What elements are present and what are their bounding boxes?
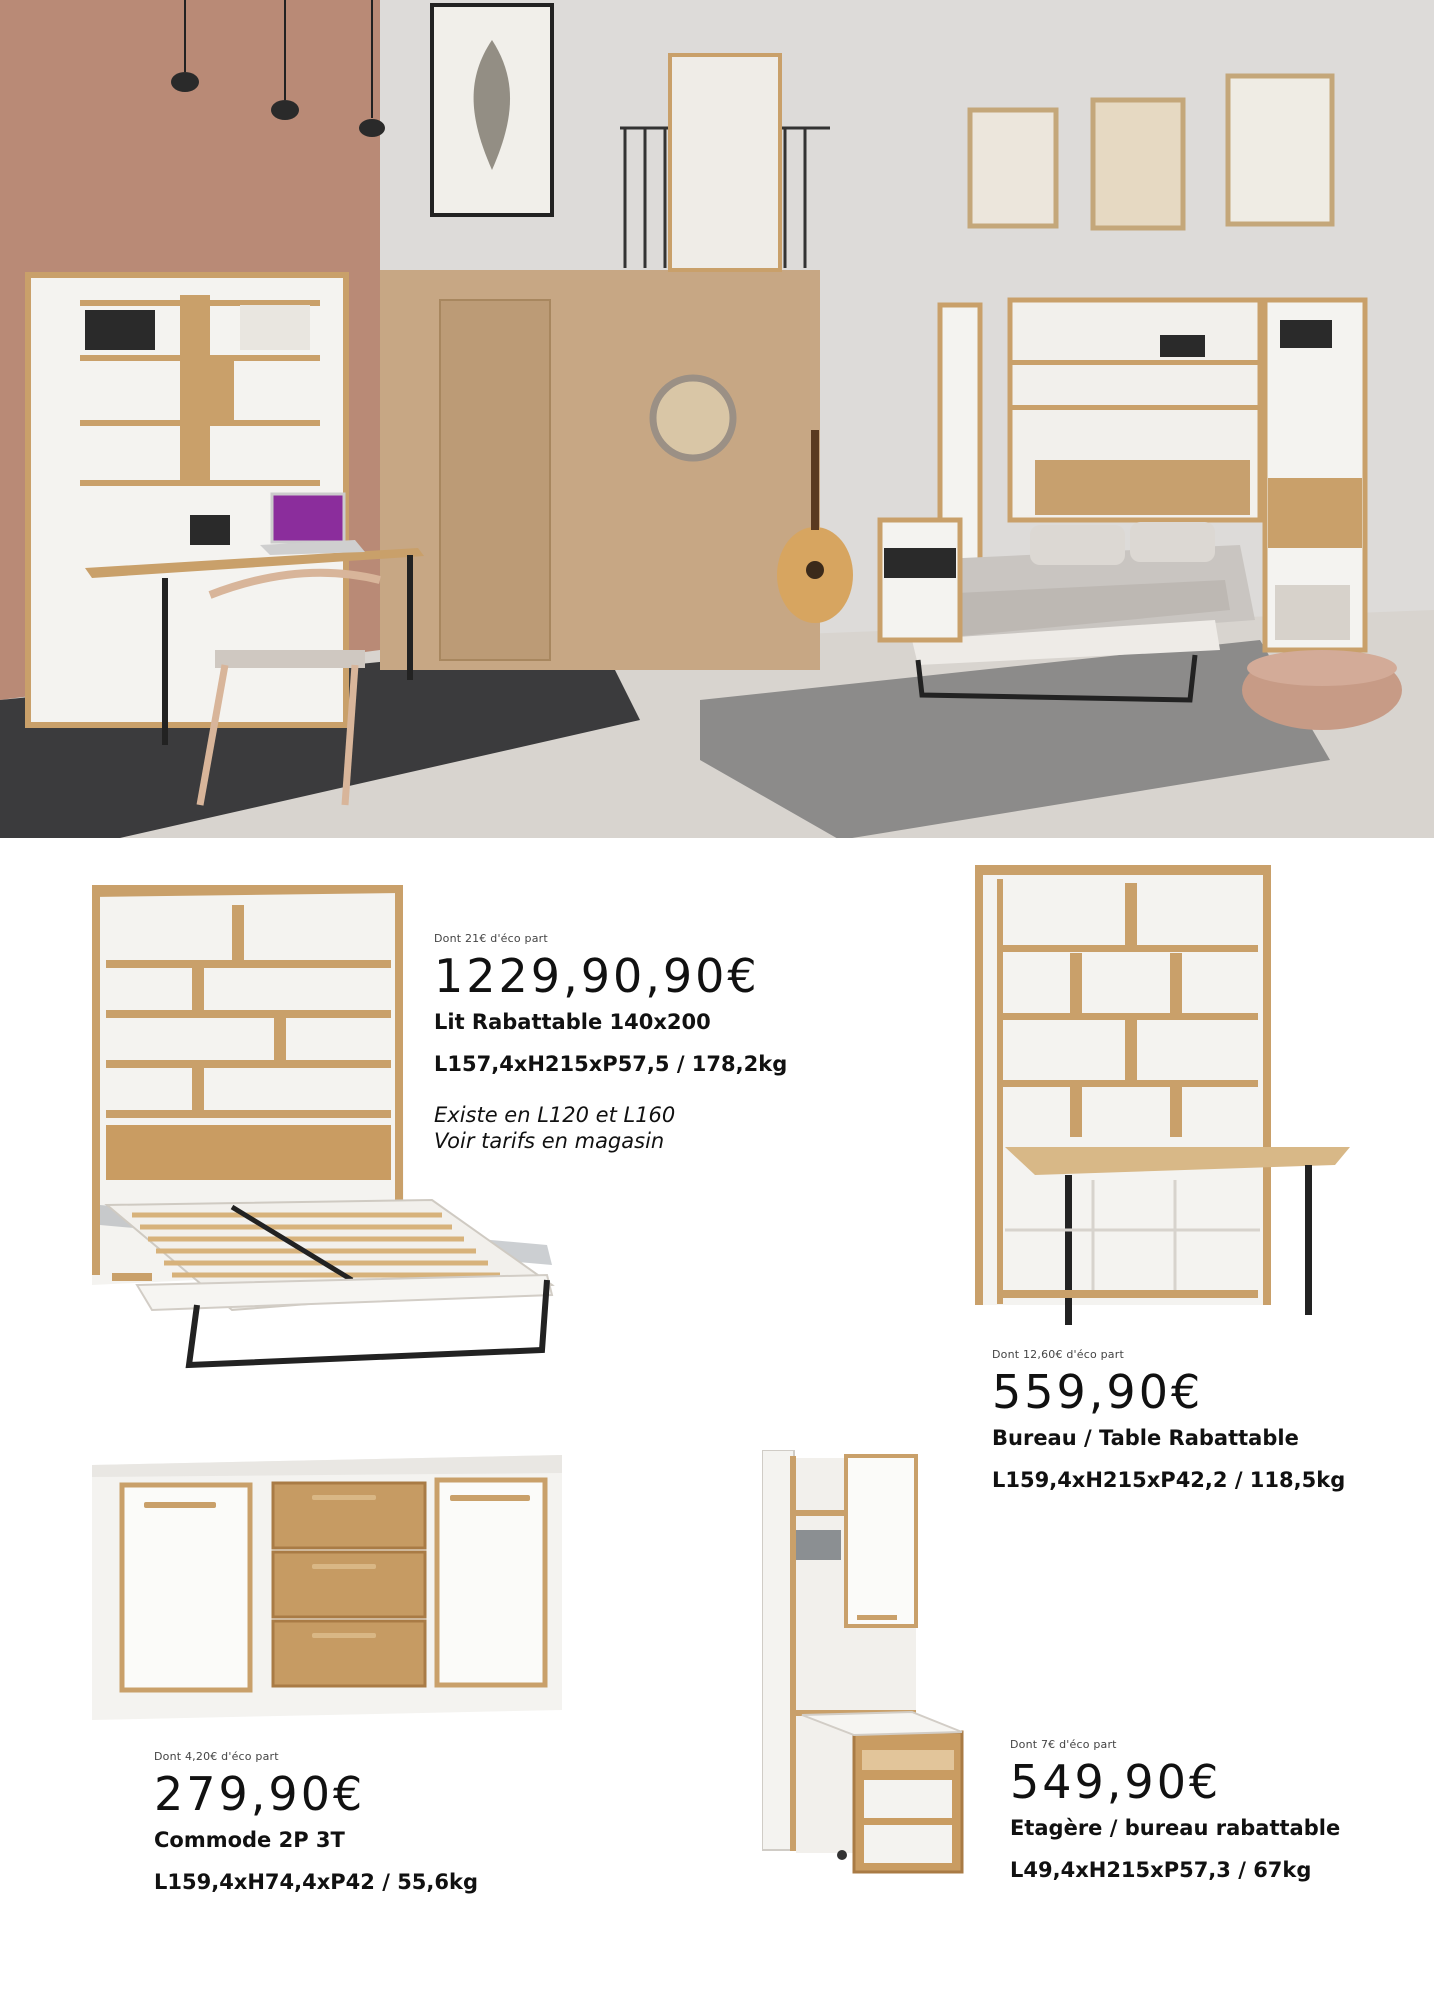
eco-contribution: Dont 4,20€ d'éco part [154,1750,279,1763]
product-price: 279,90€ [154,1767,366,1821]
price-block-fold-desk [992,1348,1345,1492]
product-price: 559,90€ [992,1365,1204,1419]
note-line-1: Existe en L120 et L160 [434,1102,676,1127]
product-image-fold-desk [975,865,1355,1325]
product-name: Bureau / Table Rabattable [992,1425,1299,1450]
product-dimensions: L49,4xH215xP57,3 / 67kg [1010,1857,1312,1882]
price-block-sideboard [154,1750,478,1894]
price-block-wall-bed [434,932,787,1154]
eco-contribution: Dont 21€ d'éco part [434,932,548,945]
note-line-2: Voir tarifs en magasin [434,1128,665,1153]
hero-room-photo [0,0,1434,838]
eco-contribution: Dont 12,60€ d'éco part [992,1348,1124,1361]
eco-contribution: Dont 7€ d'éco part [1010,1738,1117,1751]
product-dimensions: L157,4xH215xP57,5 / 178,2kg [434,1051,788,1076]
product-note [434,1102,787,1155]
product-dimensions: L159,4xH74,4xP42 / 55,6kg [154,1869,479,1894]
product-name: Etagère / bureau rabattable [1010,1815,1341,1840]
product-price: 549,90€ [1010,1755,1222,1809]
product-image-shelf-desk [762,1450,972,1880]
price-block-shelf-desk [1010,1738,1340,1882]
product-image-sideboard [92,1455,572,1725]
product-dimensions: L159,4xH215xP42,2 / 118,5kg [992,1467,1346,1492]
product-name: Commode 2P 3T [154,1827,345,1852]
product-name: Lit Rabattable 140x200 [434,1009,711,1034]
product-price: 1229,90,90€ [434,949,760,1003]
